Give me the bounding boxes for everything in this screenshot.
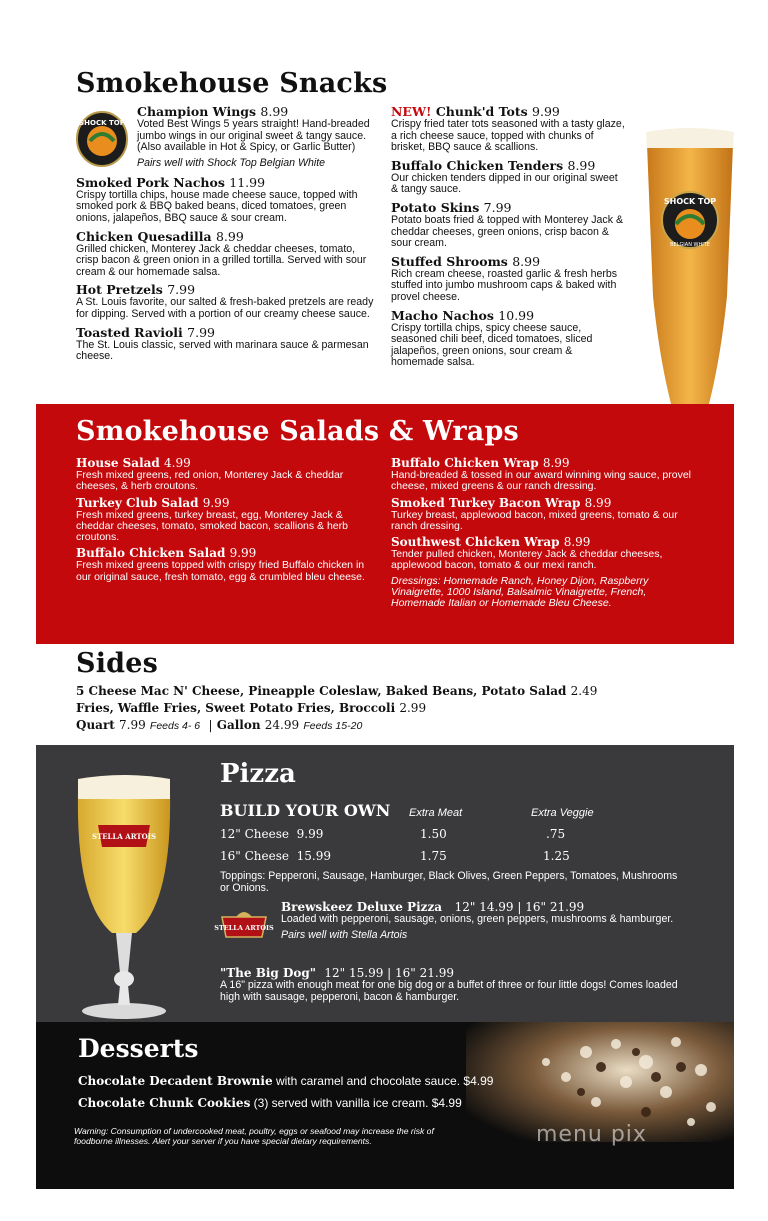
item-name: Chicken Quesadilla — [76, 228, 212, 244]
menu-item — [76, 175, 380, 225]
new-badge: NEW! — [391, 104, 432, 119]
stella-logo-text: STELLA ARTOIS — [214, 924, 274, 932]
item-name: Chunk'd Tots — [435, 104, 528, 119]
menu-item — [76, 229, 380, 279]
item-name: Chocolate Chunk Cookies — [78, 1096, 251, 1110]
item-name: Smoked Pork Nachos — [76, 174, 225, 190]
item-desc: (3) served with vanilla ice cream. — [253, 1096, 429, 1110]
menu-item — [391, 200, 627, 250]
menu-item — [391, 254, 627, 304]
pizza-price: 15.99 — [296, 849, 331, 863]
item-desc: Fresh mixed greens topped with crispy fried Buffalo chicken in our original sauce, fresh tomato, egg & crumbled bleu cheese. — [76, 559, 365, 583]
dessert-item — [78, 1074, 558, 1088]
quart-label: Quart — [76, 718, 115, 732]
salads-section — [36, 404, 734, 644]
item-name: Stuffed Shrooms — [391, 253, 508, 269]
pizza-title: Pizza — [220, 759, 296, 789]
item-price: 12" 15.99 | 16" 21.99 — [324, 966, 454, 980]
sides-line: Fries, Waffle Fries, Sweet Potato Fries, Broccoli — [76, 701, 396, 715]
menu-item — [76, 546, 382, 583]
beer-logo-sub: BELGIAN WHITE — [670, 242, 710, 248]
item-desc: Loaded with pepperoni, sausage, onions, green peppers, mushrooms & hamburger. — [281, 913, 674, 925]
extra-veggie-header: Extra Veggie — [531, 807, 594, 819]
item-price: 7.99 — [167, 282, 196, 298]
item-desc: Tender pulled chicken, Monterey Jack & cheddar cheeses, applewood bacon, tomato & our mexi ranch. — [391, 548, 663, 572]
item-price: 8.99 — [567, 157, 596, 173]
item-name: Buffalo Chicken Wrap — [391, 456, 539, 470]
desserts-section — [36, 1022, 734, 1189]
pizza-size-row — [220, 827, 323, 841]
extra-meat-header: Extra Meat — [409, 807, 463, 819]
item-price: 11.99 — [229, 174, 266, 190]
menu-item — [76, 456, 382, 493]
pairing-note: Pairs well with Shock Top Belgian White — [137, 156, 326, 169]
veggie-price: 1.25 — [543, 849, 570, 863]
pizza-size: 12" Cheese — [220, 827, 289, 841]
item-desc: A 16" pizza with enough meat for one big dog or a buffet of three or four little dogs! Comes loaded high with sausage, pepperoni, bacon & hamburger. — [220, 979, 678, 1003]
dessert-item — [78, 1096, 558, 1110]
menu-item — [391, 104, 627, 154]
salads-left-column — [76, 456, 382, 586]
item-name: Turkey Club Salad — [76, 495, 199, 510]
item-desc: Rich cream cheese, roasted garlic & fresh herbs stuffed into jumbo mushroom caps & baked with provel cheese. — [391, 267, 618, 303]
item-price: $4.99 — [463, 1074, 494, 1088]
sides-line: 5 Cheese Mac N' Cheese, Pineapple Coleslaw, Baked Beans, Potato Salad — [76, 684, 567, 698]
big-dog-item — [220, 966, 690, 1003]
menu-item — [391, 456, 691, 493]
item-price: 8.99 — [512, 253, 541, 269]
item-name: Buffalo Chicken Tenders — [391, 157, 564, 173]
pizza-size: 16" Cheese — [220, 849, 289, 863]
menu-item — [391, 535, 691, 572]
item-desc: Potato boats fried & topped with Monterey Jack & cheddar cheeses, green onions, crisp bacon & sour cream. — [391, 213, 624, 250]
menu-item — [391, 496, 691, 533]
sides-title: Sides — [76, 648, 159, 679]
pizza-price: 9.99 — [296, 827, 324, 841]
item-name: Potato Skins — [391, 199, 480, 215]
item-price: 12" 14.99 | 16" 21.99 — [454, 900, 585, 914]
menu-item — [391, 158, 627, 196]
menu-item — [76, 282, 380, 320]
snacks-title: Smokehouse Snacks — [76, 68, 388, 99]
shock-top-beer-glass — [643, 126, 737, 404]
shock-top-logo-text: SHOCK TOP — [79, 119, 125, 127]
item-price: 8.99 — [584, 495, 612, 510]
item-price: 10.99 — [498, 307, 535, 323]
item-name: Brewskeez Deluxe Pizza — [281, 900, 443, 914]
snacks-right-column — [391, 104, 627, 373]
pizza-size-row — [220, 849, 331, 863]
dressings-note: Dressings: Homemade Ranch, Honey Dijon, Raspberry Vinaigrette, 1000 Island, Balsalmic Vinaigrette, French, Homemade Italian or Homemade Bleu Cheese. — [391, 574, 649, 610]
item-name: "The Big Dog" — [220, 966, 317, 980]
item-price: 8.99 — [260, 104, 289, 119]
sides-list — [76, 683, 716, 735]
item-desc: Crispy fried tater tots seasoned with a tasty glaze, a rich cheese sauce, topped with chunks of brisket, BBQ sauce & scallions. — [391, 118, 625, 154]
item-name: Toasted Ravioli — [76, 324, 183, 340]
item-price: 4.99 — [164, 456, 191, 470]
item-desc: Grilled chicken, Monterey Jack & cheddar cheeses, tomato, crisp bacon & green onion in a grilled tortilla. Served with sour cream & our homemade salsa. — [76, 242, 367, 278]
glass-logo-text: STELLA ARTOIS — [91, 832, 157, 841]
gallon-label: Gallon — [216, 718, 261, 732]
item-price: 7.99 — [187, 324, 215, 340]
item-price: 8.99 — [215, 228, 244, 244]
item-desc: A St. Louis favorite, our salted & fresh-baked pretzels are ready for dipping. Served with a portion of our creamy cheese sauce. — [76, 296, 374, 320]
menu-item — [76, 496, 382, 544]
gallon-price: 24.99 — [264, 718, 300, 732]
item-price: 8.99 — [542, 456, 570, 470]
deluxe-pizza-item — [281, 900, 681, 941]
wraps-right-column — [391, 456, 691, 610]
item-name: House Salad — [76, 456, 160, 470]
item-price: 9.99 — [229, 546, 257, 561]
item-price: 7.99 — [483, 199, 512, 215]
item-name: Macho Nachos — [391, 307, 494, 323]
item-desc: Hand-breaded & tossed in our award winning wing sauce, provel cheese, mixed greens & our ranch dressing. — [391, 469, 692, 493]
salads-title: Smokehouse Salads & Wraps — [76, 416, 519, 447]
item-desc: Voted Best Wings 5 years straight! Hand-breaded jumbo wings in our original sweet & tangy sauce. (Also available in Hot & Spicy, or Garlic Butter) — [137, 118, 370, 154]
item-desc: Crispy tortilla chips, spicy cheese sauce, seasoned chili beef, diced tomatoes, sliced jalapeños, green onions, sour cream & homemade salsa. — [391, 321, 593, 369]
separator: | — [208, 718, 213, 732]
item-desc: Crispy tortilla chips, house made cheese sauce, topped with smoked pork & BBQ baked beans, diced tomatoes, green onions, jalapeños, BBQ sauce & sour cream. — [76, 188, 358, 224]
menu-item — [137, 104, 380, 169]
quart-feeds: Feeds 4- 6 — [149, 720, 201, 732]
item-price: 8.99 — [563, 535, 591, 550]
stella-artois-logo — [214, 907, 274, 947]
item-desc: Fresh mixed greens, turkey breast, egg, Monterey Jack & cheddar cheeses, tomato, smoked bacon, scallions & herb croutons. — [76, 508, 348, 544]
meat-price: 1.75 — [420, 849, 447, 863]
menupix-watermark: menu pix — [536, 1122, 647, 1147]
toppings-list: Toppings: Pepperoni, Sausage, Hamburger, Black Olives, Green Peppers, Tomatoes, Mushrooms or Onions. — [220, 870, 678, 894]
gallon-feeds: Feeds 15-20 — [303, 720, 363, 732]
item-name: Buffalo Chicken Salad — [76, 546, 226, 561]
build-your-own-title: BUILD YOUR OWN — [220, 801, 391, 820]
stella-beer-glass — [72, 773, 176, 1021]
item-price: $4.99 — [431, 1096, 462, 1110]
item-desc: Our chicken tenders dipped in our original sweet & tangy sauce. — [391, 171, 618, 196]
item-name: Champion Wings — [137, 104, 257, 119]
pizza-section — [36, 745, 734, 1023]
item-desc: The St. Louis classic, served with marinara sauce & parmesan cheese. — [76, 338, 369, 363]
item-desc: with caramel and chocolate sauce. — [275, 1074, 461, 1088]
item-price: 9.99 — [202, 495, 230, 510]
desserts-title: Desserts — [78, 1034, 199, 1063]
menu-item — [391, 308, 627, 369]
sides-price: 2.99 — [399, 701, 427, 715]
item-name: Southwest Chicken Wrap — [391, 535, 560, 550]
sides-price: 2.49 — [570, 684, 598, 698]
item-name: Hot Pretzels — [76, 282, 163, 298]
quart-price: 7.99 — [119, 718, 146, 732]
snacks-left-column — [76, 104, 380, 367]
meat-price: 1.50 — [420, 827, 447, 841]
item-desc: Turkey breast, applewood bacon, mixed greens, tomato & our ranch dressing. — [391, 508, 678, 532]
veggie-price: .75 — [546, 827, 566, 841]
food-warning: Warning: Consumption of undercooked meat, poultry, eggs or seafood may increase the risk of foodborne illnesses. Alert your server if you have special dietary requirements. — [74, 1126, 434, 1146]
item-name: Smoked Turkey Bacon Wrap — [391, 495, 581, 510]
item-desc: Fresh mixed greens, red onion, Monterey Jack & cheddar cheeses, & herb croutons. — [76, 469, 344, 493]
pairing-note: Pairs well with Stella Artois — [281, 928, 408, 941]
menu-item — [76, 325, 380, 363]
item-name: Chocolate Decadent Brownie — [78, 1074, 273, 1088]
beer-logo-text: SHOCK TOP — [663, 197, 717, 206]
item-price: 9.99 — [532, 104, 560, 119]
